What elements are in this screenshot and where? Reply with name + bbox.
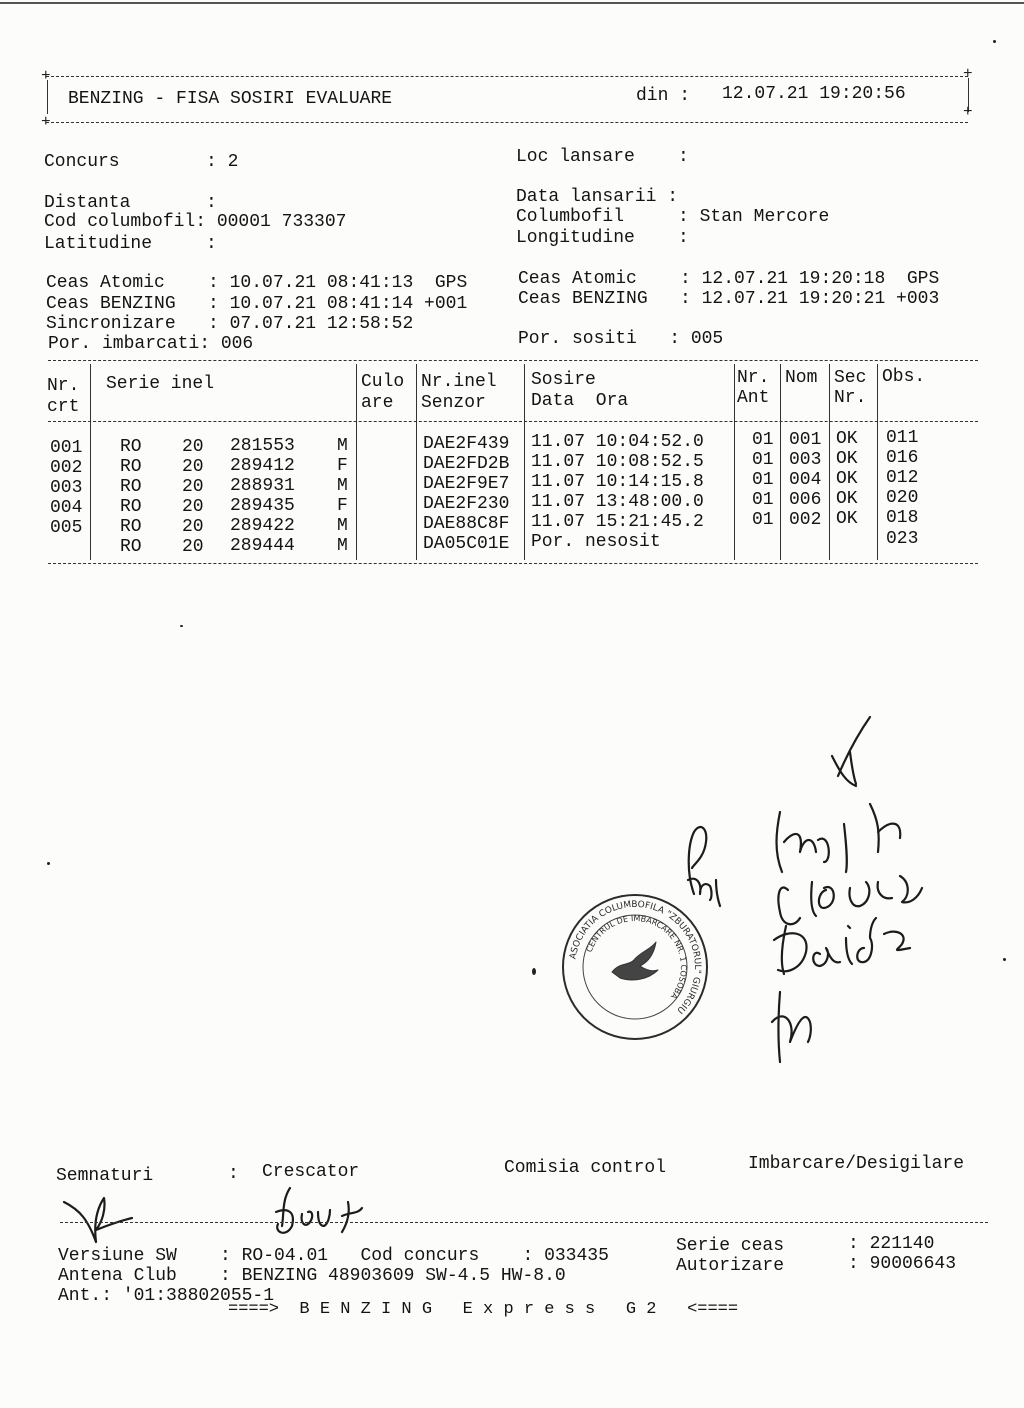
- scan-speck: [180, 625, 183, 627]
- cell-antenna: 01: [752, 490, 774, 510]
- scan-speck: [993, 40, 996, 43]
- cell-year: 20: [182, 537, 204, 557]
- imbarcare-desigilare-label: Imbarcare/Desigilare: [748, 1154, 965, 1174]
- columbofil-line: Columbofil : Stan Mercore: [516, 207, 830, 227]
- cell-sensor: DA05C01E: [423, 534, 510, 554]
- ceas-atomic-arrival-line: Ceas Atomic : 12.07.21 19:20:18 GPS: [518, 269, 940, 289]
- cell-arrival: 11.07 13:48:00.0: [531, 492, 704, 512]
- cell-country: RO: [120, 537, 142, 557]
- col-separator: [829, 364, 830, 560]
- cell-ring: 289412: [230, 456, 295, 476]
- cell-year: 20: [182, 437, 204, 457]
- ant-line: Ant.: '01:38802055-1: [58, 1286, 275, 1306]
- header-datetime: 12.07.21 19:20:56: [722, 84, 906, 104]
- table-top-rule: [48, 360, 978, 361]
- cell-sensor: DAE2F230: [423, 494, 510, 514]
- th-nr-ant: Nr.: [737, 368, 770, 388]
- versiune-line: Versiune SW : RO-04.01 Cod concurs : 033435: [58, 1246, 609, 1266]
- page-top-edge: [0, 2, 1024, 4]
- header-top-rule: [46, 76, 968, 77]
- cell-nom: 006: [789, 490, 822, 510]
- col-separator: [780, 364, 781, 560]
- serie-ceas-value: : 221140: [848, 1234, 935, 1254]
- cell-obs: 011: [886, 428, 919, 448]
- cell-country: RO: [120, 497, 142, 517]
- cell-ring: 289422: [230, 516, 295, 536]
- cell-sex: M: [337, 476, 348, 496]
- th-crt: crt: [47, 397, 80, 417]
- col-separator: [356, 364, 357, 560]
- col-separator: [734, 364, 735, 560]
- longitudine-line: Longitudine :: [516, 228, 689, 248]
- crescator-signature: [262, 1182, 372, 1242]
- header-bottom-rule: [46, 122, 968, 123]
- semnaturi-colon: :: [228, 1164, 239, 1184]
- ceas-atomic-start-line: Ceas Atomic : 10.07.21 08:41:13 GPS: [46, 273, 468, 293]
- cell-obs: 023: [886, 529, 919, 549]
- cell-nom: 001: [789, 430, 822, 450]
- cell-country: RO: [120, 437, 142, 457]
- cell-country: RO: [120, 517, 142, 537]
- cell-obs: 020: [886, 488, 919, 508]
- th-culoare-1: Culo: [361, 372, 405, 392]
- table-header-rule: [48, 421, 978, 422]
- handwritten-notes: [760, 712, 950, 1082]
- cell-arrival: 11.07 10:04:52.0: [531, 432, 704, 452]
- th-ant: Ant: [737, 388, 770, 408]
- cell-sex: F: [337, 456, 348, 476]
- cell-ring: 289435: [230, 496, 295, 516]
- col-separator: [416, 364, 417, 560]
- cell-antenna: 01: [752, 470, 774, 490]
- header-title: BENZING - FISA SOSIRI EVALUARE: [68, 89, 393, 109]
- cell-ring: 288931: [230, 476, 295, 496]
- data-lansarii-line: Data lansarii :: [516, 187, 679, 207]
- cell-obs: 012: [886, 468, 919, 488]
- col-separator: [877, 364, 878, 560]
- por-sositi-line: Por. sositi : 005: [518, 329, 724, 349]
- cell-nr: 002: [50, 458, 83, 478]
- scan-speck: [532, 968, 536, 975]
- th-senzor: Senzor: [421, 393, 486, 413]
- th-sec-nr: Nr.: [834, 388, 867, 408]
- cell-sec: OK: [836, 449, 858, 469]
- cell-antenna: 01: [752, 450, 774, 470]
- header-left-bar: [47, 80, 48, 114]
- scan-speck: [47, 862, 50, 865]
- th-nom: Nom: [785, 368, 818, 388]
- distanta-line: Distanta :: [44, 193, 217, 213]
- cell-ring: 281553: [230, 436, 295, 456]
- cell-sex: M: [337, 516, 348, 536]
- cell-year: 20: [182, 517, 204, 537]
- sincronizare-line: Sincronizare : 07.07.21 12:58:52: [46, 314, 414, 334]
- cell-sec: OK: [836, 509, 858, 529]
- col-separator: [90, 364, 91, 560]
- col-separator: [524, 364, 525, 560]
- ceas-benzing-arrival-line: Ceas BENZING : 12.07.21 19:20:21 +003: [518, 289, 940, 309]
- th-obs: Obs.: [882, 367, 926, 387]
- cell-ring: 289444: [230, 536, 295, 556]
- cod-columbofil-line: Cod columbofil: 00001 733307: [44, 212, 347, 232]
- th-serie-inel: Serie inel: [106, 374, 215, 394]
- cell-year: 20: [182, 457, 204, 477]
- comisia-control-label: Comisia control: [504, 1158, 667, 1178]
- cell-arrival: 11.07 10:08:52.5: [531, 452, 704, 472]
- cell-nom: 004: [789, 470, 822, 490]
- th-sec: Sec: [834, 368, 867, 388]
- cell-nom: 002: [789, 510, 822, 530]
- cell-sec: OK: [836, 429, 858, 449]
- benzing-express-banner: ====> B E N Z I N G E x p r e s s G 2 <====: [228, 1300, 739, 1319]
- cell-nr: 004: [50, 498, 83, 518]
- footer-rule: [60, 1222, 988, 1223]
- corner-plus: +: [41, 113, 51, 131]
- cell-year: 20: [182, 497, 204, 517]
- cell-arrival: 11.07 15:21:45.2: [531, 512, 704, 532]
- cell-nr: 001: [50, 438, 83, 458]
- cell-obs: 016: [886, 448, 919, 468]
- th-culoare-2: are: [361, 393, 394, 413]
- cell-antenna: 01: [752, 510, 774, 530]
- crescator-label: Crescator: [262, 1162, 360, 1182]
- cell-country: RO: [120, 457, 142, 477]
- antena-line: Antena Club : BENZING 48903609 SW-4.5 HW-8.0: [58, 1266, 566, 1286]
- cell-sec: OK: [836, 469, 858, 489]
- th-sosire: Sosire: [531, 370, 596, 390]
- cell-sex: M: [337, 436, 348, 456]
- corner-plus: +: [41, 67, 51, 85]
- th-nr: Nr.: [47, 376, 80, 396]
- th-data-ora: Data Ora: [531, 391, 629, 411]
- table-bottom-rule: [48, 563, 978, 564]
- autorizare-value: : 90006643: [848, 1254, 957, 1274]
- concurs-line: Concurs : 2: [44, 152, 239, 172]
- cell-arrival: Por. nesosit: [531, 532, 661, 552]
- semnaturi-label: Semnaturi: [56, 1166, 154, 1186]
- cell-nr: 005: [50, 518, 83, 538]
- dove-icon: [612, 942, 658, 980]
- stamp-inner-text: CENTRUL DE IMBARCARE NR. 1 COSOBA: [584, 913, 689, 1001]
- loc-lansare-line: Loc lansare :: [516, 147, 689, 167]
- corner-plus: +: [963, 103, 973, 121]
- corner-plus: +: [963, 65, 973, 83]
- scan-speck: [1003, 958, 1006, 961]
- th-nr-inel: Nr.inel: [421, 372, 497, 392]
- cell-country: RO: [120, 477, 142, 497]
- autorizare-label: Autorizare: [676, 1256, 785, 1276]
- handwritten-signature: [676, 820, 736, 910]
- cell-nom: 003: [789, 450, 822, 470]
- club-stamp: [560, 892, 710, 1042]
- cell-obs: 018: [886, 508, 919, 528]
- cell-arrival: 11.07 10:14:15.8: [531, 472, 704, 492]
- cell-sensor: DAE2FD2B: [423, 454, 510, 474]
- cell-nr: 003: [50, 478, 83, 498]
- latitudine-line: Latitudine :: [44, 234, 217, 254]
- cell-sex: M: [337, 536, 348, 556]
- ceas-benzing-start-line: Ceas BENZING : 10.07.21 08:41:14 +001: [46, 294, 468, 314]
- cell-antenna: 01: [752, 430, 774, 450]
- header-din-label: din :: [636, 86, 691, 106]
- stamp-outer-text: ASOCIATIA COLUMBOFILA "ZBURATORUL" GIURGIU: [568, 899, 703, 1016]
- cell-sensor: DAE2F439: [423, 434, 510, 454]
- cell-year: 20: [182, 477, 204, 497]
- cell-sex: F: [337, 496, 348, 516]
- por-imbarcati-line: Por. imbarcati: 006: [48, 334, 254, 354]
- cell-sensor: DAE88C8F: [423, 514, 510, 534]
- cell-sec: OK: [836, 489, 858, 509]
- cell-sensor: DAE2F9E7: [423, 474, 510, 494]
- serie-ceas-label: Serie ceas: [676, 1236, 785, 1256]
